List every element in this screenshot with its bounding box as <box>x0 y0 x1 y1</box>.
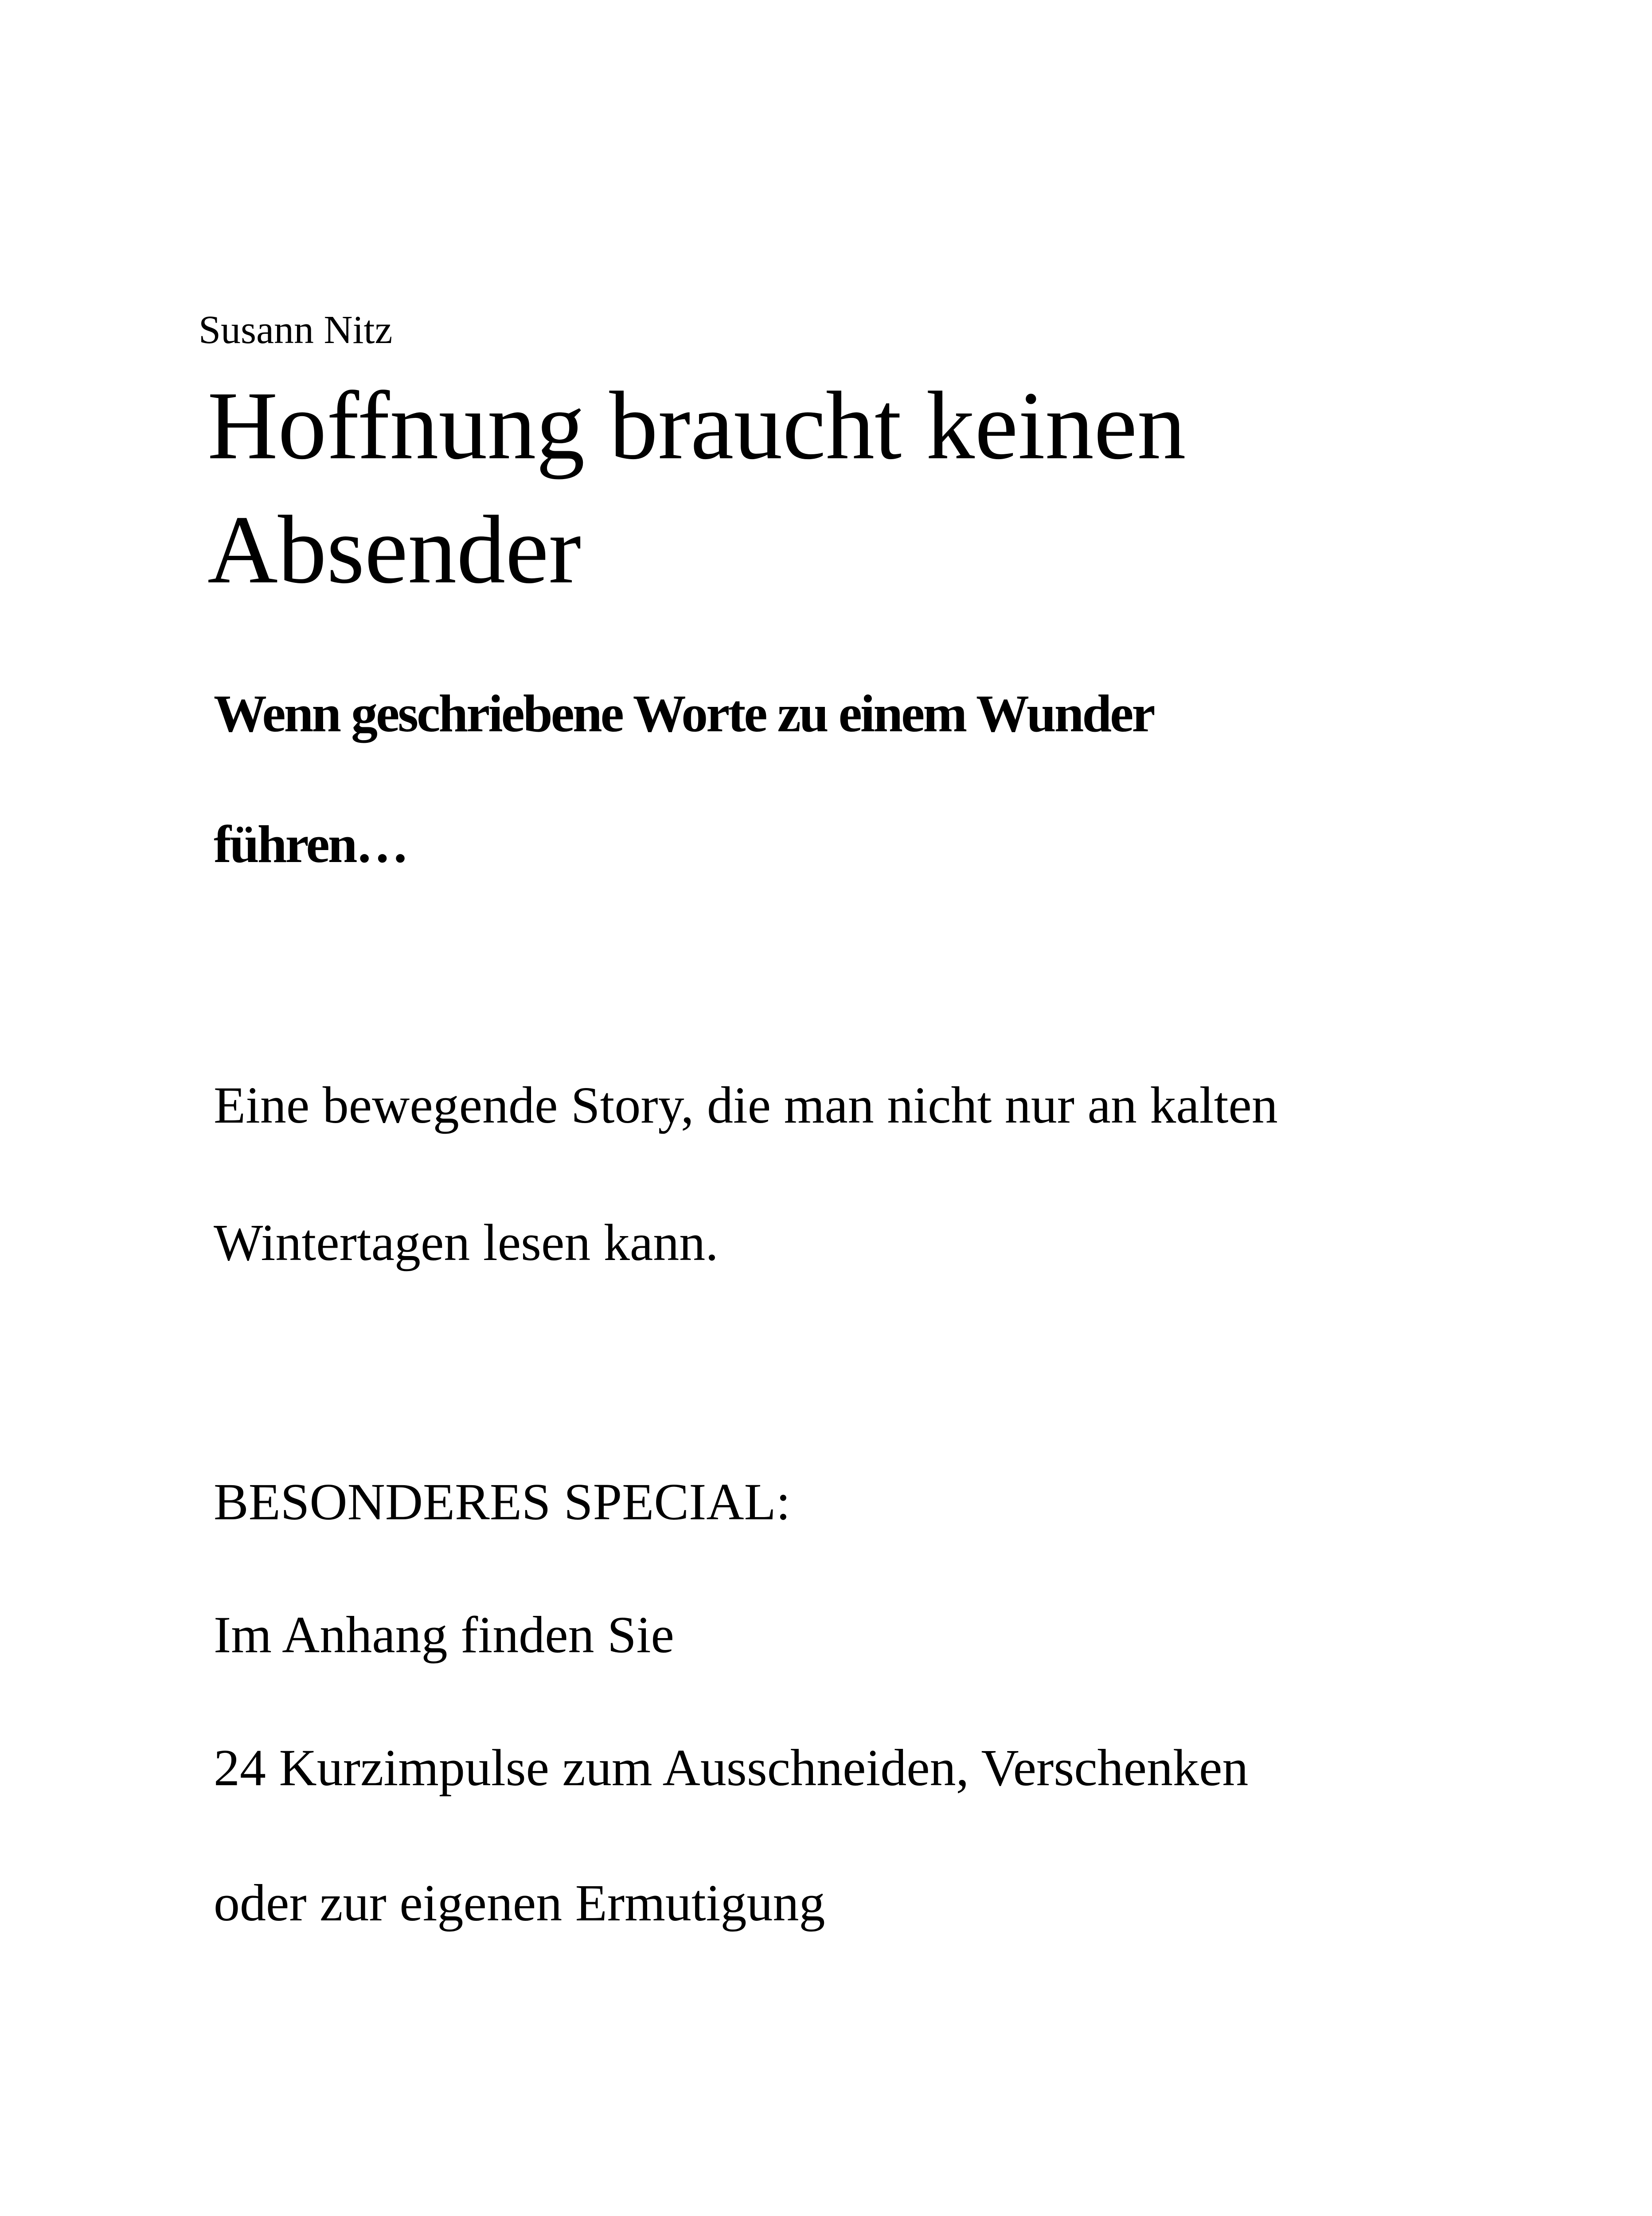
special-line: Im Anhang finden Sie <box>214 1606 674 1664</box>
book-title-line: Absender <box>207 495 582 604</box>
special-heading: BESONDERES SPECIAL: <box>214 1473 791 1531</box>
book-title-line: Hoffnung braucht keinen <box>207 371 1186 480</box>
subtitle-line: führen… <box>214 815 407 874</box>
special-line: 24 Kurzimpulse zum Ausschneiden, Verschenken <box>214 1739 1249 1797</box>
subtitle-line: Wenn geschriebene Worte zu einem Wunder <box>214 684 1154 743</box>
author-name: Susann Nitz <box>199 308 393 352</box>
description-line: Eine bewegende Story, die man nicht nur an kalten <box>214 1076 1278 1134</box>
special-line: oder zur eigenen Ermutigung <box>214 1874 825 1932</box>
description-line: Wintertagen lesen kann. <box>214 1213 719 1272</box>
